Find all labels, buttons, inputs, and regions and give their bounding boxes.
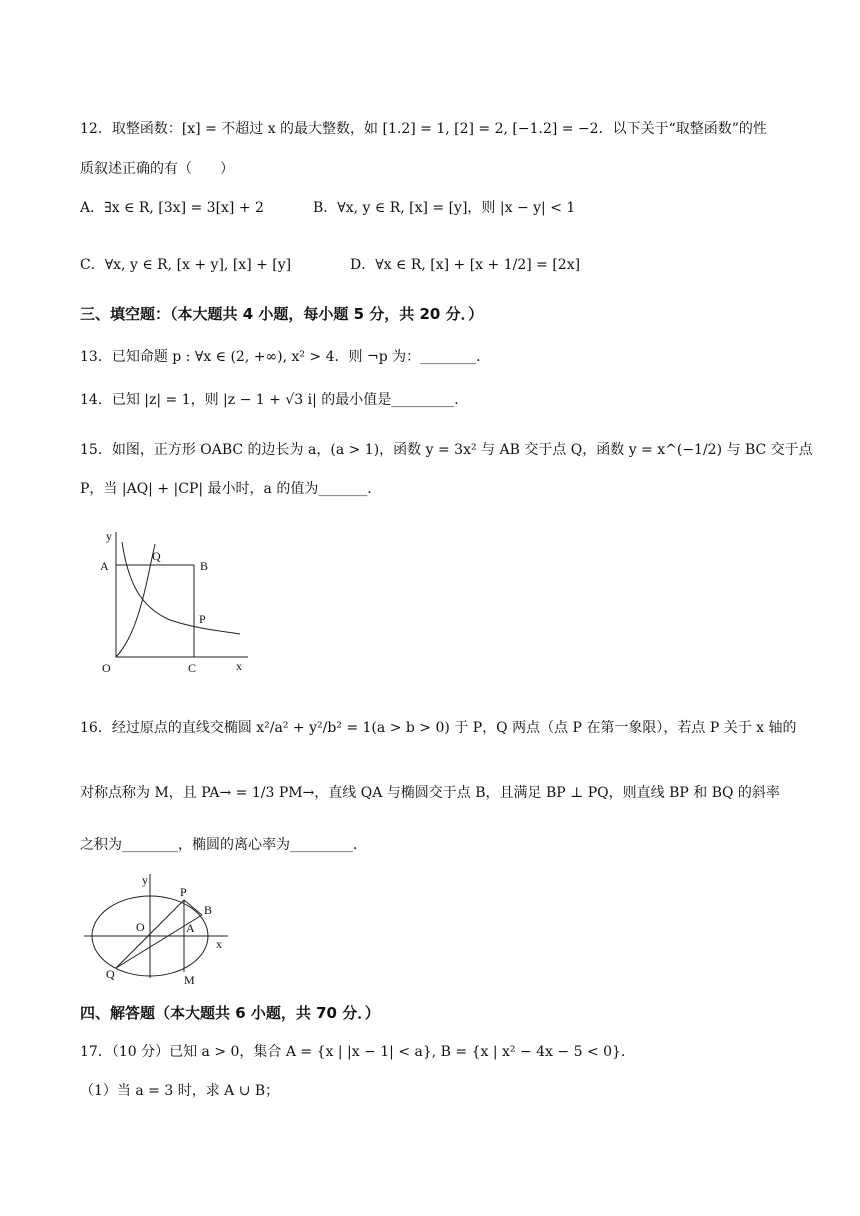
- q15-figure: [80, 522, 260, 682]
- label-b: B: [204, 903, 213, 917]
- q13-text: 13．已知命题 p : ∀x ∈ (2, +∞), x² > 4．则 ¬p 为：________．: [80, 349, 491, 365]
- section-3-heading: 三、填空题：（本大题共 4 小题，每小题 5 分，共 20 分．）: [80, 305, 484, 323]
- label-x: x: [236, 659, 242, 673]
- q12-option-a: A．∃x ∈ R, [3x] = 3[x] + 2: [80, 200, 264, 216]
- q12-option-c: C．∀x, y ∈ R, [x + y], [x] + [y]: [80, 257, 292, 273]
- q16-figure: [80, 868, 240, 988]
- q17-line1: 17．（10 分）已知 a > 0，集合 A = {x | |x − 1| < a}, B = {x | x² − 4x − 5 < 0}．: [80, 1044, 635, 1060]
- label-q: Q: [152, 549, 161, 563]
- q17-part1: （1）当 a = 3 时，求 A ∪ B；: [80, 1083, 280, 1099]
- section-4-heading: 四、解答题（本大题共 6 小题，共 70 分．）: [80, 1004, 380, 1022]
- label-x: x: [216, 937, 222, 951]
- label-b: B: [200, 559, 209, 573]
- q16-line2: 对称点称为 M，且 PA→ = 1/3 PM→，直线 QA 与椭圆交于点 B，且满足 BP ⊥ PQ，则直线 BP 和 BQ 的斜率: [80, 785, 780, 801]
- q15-line1: 15．如图，正方形 OABC 的边长为 a，(a > 1)，函数 y = 3x² 与 AB 交于点 Q，函数 y = x^(−1/2) 与 BC 交于点: [80, 442, 813, 458]
- reciprocal-curve: [122, 542, 240, 634]
- label-o: O: [136, 920, 145, 934]
- line-pb: [184, 900, 202, 915]
- q15-line2: P，当 |AQ| + |CP| 最小时，a 的值为_______．: [80, 481, 382, 497]
- label-a: A: [100, 559, 109, 573]
- q12-option-d: D．∀x ∈ R, [x] + [x + 1/2] = [2x]: [350, 257, 581, 273]
- label-c: C: [188, 661, 197, 675]
- q12-option-b: B．∀x, y ∈ R, [x] = [y]，则 |x − y| < 1: [313, 200, 576, 216]
- q12-line1: 12．取整函数：[x] = 不超过 x 的最大整数，如 [1.2] = 1, [2] = 2, [−1.2] = −2．以下关于“取整函数”的性: [80, 121, 767, 137]
- q12-line2: 质叙述正确的有（ ）: [80, 161, 234, 177]
- q16-line1: 16．经过原点的直线交椭圆 x²/a² + y²/b² = 1(a > b > 0) 于 P，Q 两点（点 P 在第一象限），若点 P 关于 x 轴的: [80, 720, 797, 736]
- label-q: Q: [106, 967, 115, 981]
- label-a: A: [186, 921, 195, 935]
- label-y: y: [142, 873, 148, 887]
- label-m: M: [184, 973, 195, 987]
- label-o: O: [102, 661, 111, 675]
- label-p: P: [199, 612, 206, 626]
- label-p: P: [180, 885, 187, 899]
- q14-text: 14．已知 |z| = 1，则 |z − 1 + √3 i| 的最小值是_________．: [80, 392, 469, 408]
- q16-line3: 之积为________，椭圆的离心率为_________．: [80, 837, 367, 853]
- label-y: y: [106, 529, 112, 543]
- parabola-curve: [116, 544, 155, 657]
